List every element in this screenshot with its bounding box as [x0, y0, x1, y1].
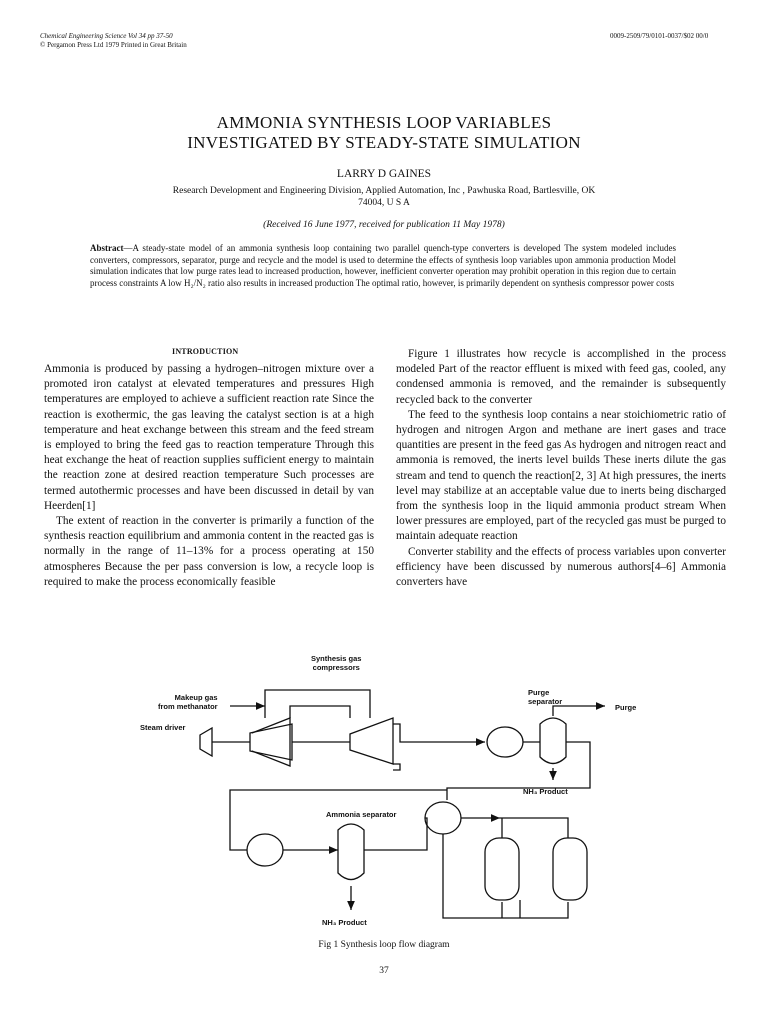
recycle-to-c2 [265, 690, 370, 718]
heat-exchanger-icon [487, 727, 523, 757]
page-number: 37 [379, 966, 389, 976]
cooler-icon [247, 834, 283, 866]
interstage-pipe [290, 706, 350, 718]
compressor-1-icon [250, 724, 292, 760]
converter-2-icon [553, 838, 587, 900]
title-line-2: INVESTIGATED BY STEADY-STATE SIMULATION [187, 133, 581, 152]
purge-label: Purge [615, 703, 637, 712]
steam-driver-label: Steam driver [140, 723, 186, 732]
paragraph: Ammonia is produced by passing a hydrogen–nitrogen mixture over a promoted iron catalyst at elevated temperatures and pressures High temperatures are employed to achieve a sufficient reaction rate Since the reaction is exothermic, the gas leaving the catalyst section is at a high temperature and heat exchange between this stream and the feed stream is employed to bring the feed gas to reaction temperature Through this heat exchange the heat of reaction supplies sufficient energy to maintain the reaction zone at desired reaction temperature Such processes are termed autothermic processes and have been discussed in detail by van Heerden[1] [44, 363, 374, 512]
affiliation-line-1: Research Development and Engineering Division, Applied Automation, Inc , Pawhuska Road, Bartlesville, OK [172, 186, 596, 196]
figure-caption: Fig 1 Synthesis loop flow diagram [318, 940, 450, 950]
purge-separator-icon [540, 718, 566, 764]
title-line-1: AMMONIA SYNTHESIS LOOP VARIABLES [216, 113, 552, 132]
paragraph: Converter stability and the effects of process variables upon converter efficiency have been discussed by numerous authors[4–6] Ammonia converters have [396, 545, 726, 589]
ammonia-separator-icon [338, 824, 364, 880]
paragraph: The extent of reaction in the converter is primarily a function of the synthesis reaction equilibrium and ammonia content in the reacted gas is normally in the range of 11–13% for a process operating at 150 atmospheres Because the per pass conversion is low, a recycle loop is required to make the process economically feasible [44, 515, 374, 588]
purge-separator-label: Purge separator [528, 688, 563, 706]
converter-1-icon [485, 838, 519, 900]
nh3-product-bottom-label: NH₃ Product [322, 918, 367, 927]
received-dates: (Received 16 June 1977, received for publication 11 May 1978) [263, 220, 505, 230]
ammonia-separator-circle [425, 802, 461, 834]
compressors-label: Synthesis gas compressors [311, 654, 362, 672]
abstract-label: Abstract [90, 243, 124, 253]
section-heading: INTRODUCTION [172, 347, 239, 356]
makeup-gas-label: Makeup gas from methanator [158, 693, 218, 711]
compressor-2-icon [350, 718, 393, 764]
purge-line [553, 706, 605, 716]
article-code: 0009-2509/79/0101-0037/$02 00/0 [610, 32, 709, 40]
abstract-text: —A steady-state model of an ammonia synthesis loop containing two parallel quench-type converters is developed The system modeled includes converters, compressors, separator, purge and recycle and the model is used to determine the effects of synthesis loop variables upon ammonia production Model simulation indicates that low purge rates lead to increased production, however, inefficient converter operation may prohibit operation in this region due to certain process constraints A low H₂/N₂ ratio also results in increased production The optimal ratio, however, is primarily dependent on synthesis compressor power costs [90, 243, 676, 288]
affiliation-line-2: 74004, U S A [358, 198, 410, 208]
author: LARRY D GAINES [336, 168, 432, 180]
steam-driver-icon [200, 728, 212, 756]
paragraph: The feed to the synthesis loop contains a near stoichiometric ratio of hydrogen and nitrogen Argon and methane are inert gases and trace quantities are present in the feed gas As hydrogen and nitrogen react and ammonia is removed, the inerts level builds These inerts dilute the gas stream and tend to quench the reaction[2, 3] At high pressures, the inerts level may stabilize at an acceptable value due to inerts being discharged from the synthesis loop in the liquid ammonia product stream When lower pressures are employed, part of the recycled gas must be purged to maintain adequate reaction [396, 408, 726, 543]
journal-citation: Chemical Engineering Science Vol 34 pp 37-50 [40, 32, 173, 40]
publisher-line: © Pergamon Press Ltd 1979 Printed in Great Britain [40, 41, 187, 49]
nh3-product-top-label: NH₃ Product [523, 787, 568, 796]
paragraph: Figure 1 illustrates how recycle is accomplished in the process modeled Part of the reactor effluent is mixed with feed gas, cooled, any condensed ammonia is removed, and the remainder is subsequently recycled back to the converter [396, 348, 726, 406]
ammonia-separator-label: Ammonia separator [326, 810, 397, 819]
